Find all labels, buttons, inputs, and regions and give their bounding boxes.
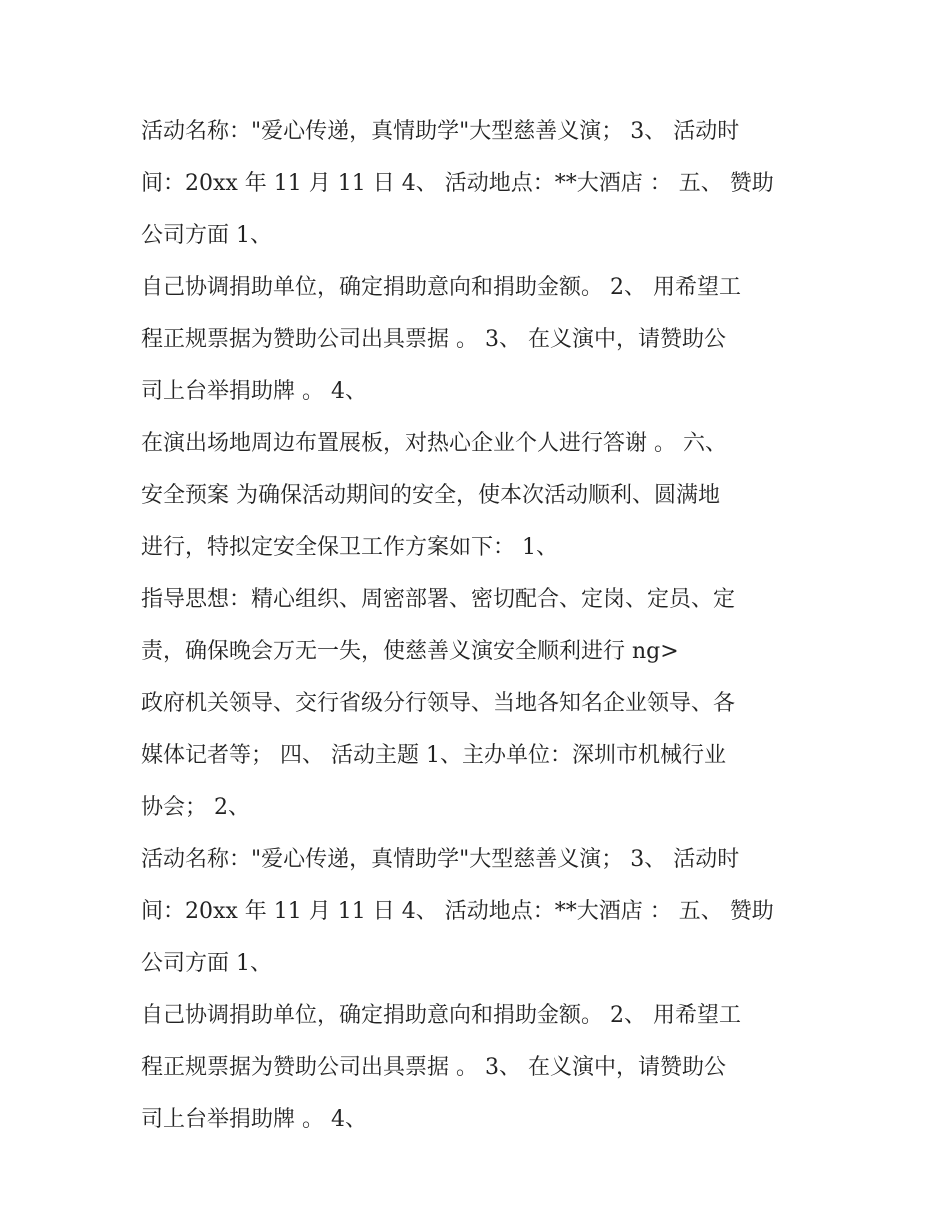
paragraph-sponsor-tasks-repeat [141,990,841,1146]
text-line: 在演出场地周边布置展板，对热心企业个人进行答谢 。 六、 [141,431,727,456]
text-line: 政府机关领导、交行省级分行领导、当地各知名企业领导、各 [141,691,736,716]
text-line: 间：20xx 年 11 月 11 日 4、 活动地点：**大酒店 ： 五、 赞助 [141,171,774,196]
text-line: 程正规票据为赞助公司出具票据 。 3、 在义演中，请赞助公 [141,327,726,352]
text-line: 司上台举捐助牌 。 4、 [141,379,367,404]
text-line: 媒体记者等； 四、 活动主题 1、主办单位：深圳市机械行业 [141,743,726,768]
text-line: 程正规票据为赞助公司出具票据 。 3、 在义演中，请赞助公 [141,1055,726,1080]
paragraph-event-info-repeat [141,834,841,990]
text-line: 活动名称："爱心传递，真情助学"大型慈善义演； 3、 活动时 [141,119,740,144]
paragraph-sponsor-tasks [141,262,841,418]
text-line: 责，确保晚会万无一失，使慈善义演安全顺利进行 ng> [141,639,679,664]
text-line: 进行，特拟定安全保卫工作方案如下： 1、 [141,535,558,560]
text-line: 自己协调捐助单位，确定捐助意向和捐助金额。 2、 用希望工 [141,1003,741,1028]
document-body [141,106,841,1146]
paragraph-event-info [141,106,841,262]
text-line: 司上台举捐助牌 。 4、 [141,1107,367,1132]
paragraph-safety-plan [141,418,841,574]
text-line: 活动名称："爱心传递，真情助学"大型慈善义演； 3、 活动时 [141,847,740,872]
paragraph-guests-and-theme [141,678,841,834]
text-line: 公司方面 1、 [141,223,272,248]
text-line: 间：20xx 年 11 月 11 日 4、 活动地点：**大酒店 ： 五、 赞助 [141,899,774,924]
text-line: 指导思想：精心组织、周密部署、密切配合、定岗、定员、定 [141,587,736,612]
text-line: 公司方面 1、 [141,951,272,976]
text-line: 自己协调捐助单位，确定捐助意向和捐助金额。 2、 用希望工 [141,275,741,300]
text-line: 安全预案 为确保活动期间的安全，使本次活动顺利、圆满地 [141,483,720,508]
text-line: 协会； 2、 [141,795,250,820]
paragraph-guiding-principle [141,574,841,678]
